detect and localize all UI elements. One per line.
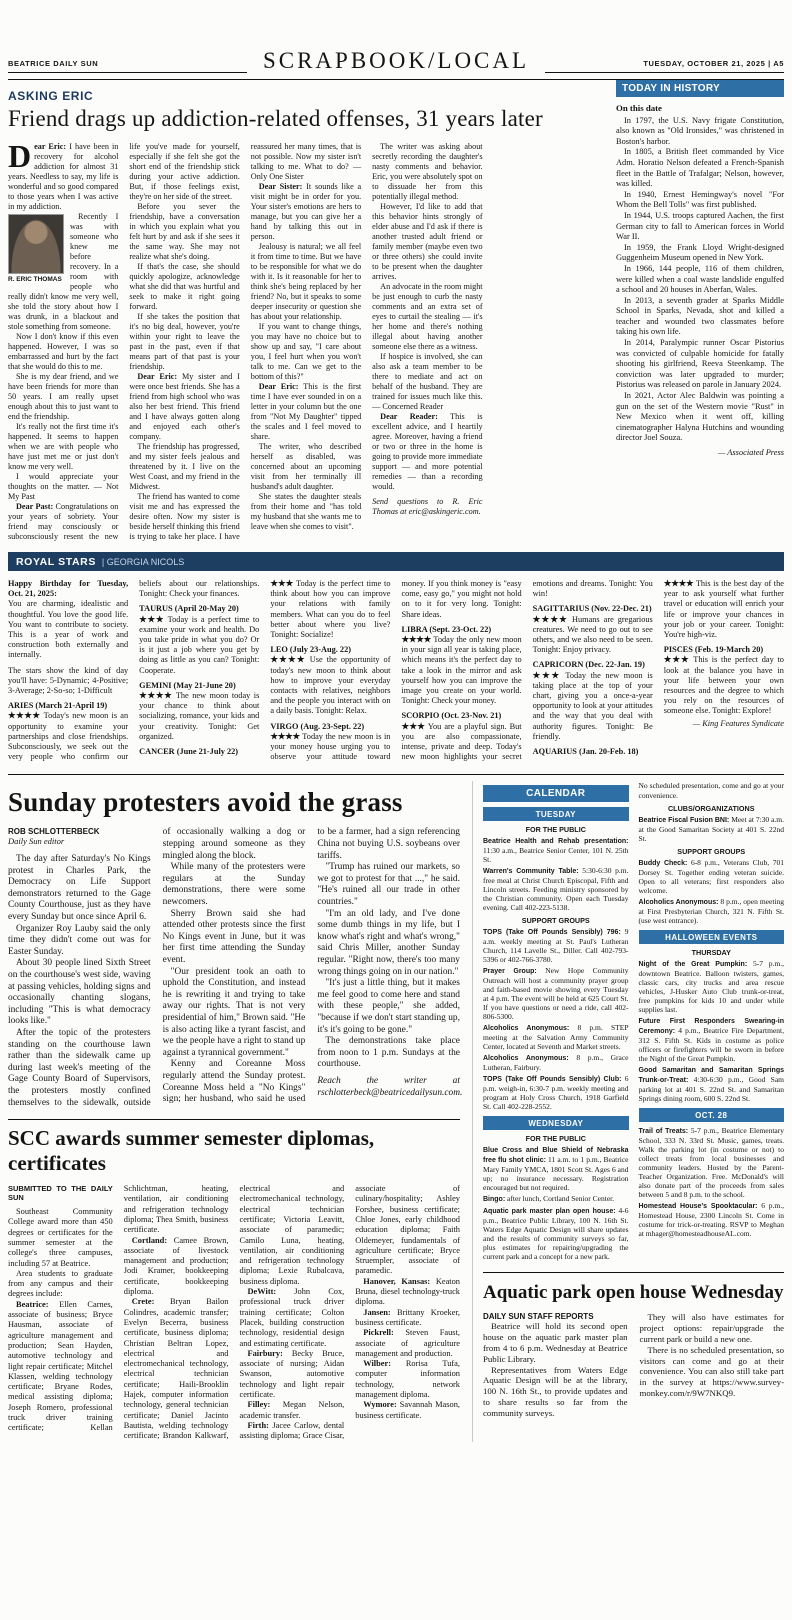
paragraph: The day after Saturday's No Kings protest in Charles Park, the Democracy on Life Support demonstrators returned to the Gage County Courthouse, just as they have every Sunday but once since April 6. — [8, 854, 151, 923]
horoscope-item: AQUARIUS (Jan. 20-Feb. 18) ★★★★ This is the best day of the year to ask yourself what further travel or education will enrich your life or improve your chances in your job or your career. Tonight: You're high-viz. — [532, 579, 784, 757]
protesters-article — [8, 787, 463, 1109]
calendar-item: Buddy Check: 6-8 p.m., Veterans Club, 701 Dorsey St. Together ending veteran suicide. Open to all veterans; first responders also welcome. — [638, 858, 785, 896]
paragraph: If hospice is involved, she can also ask a team member to be there to mediate and act on behalf of the husband. They are trained for issues much like this. — Concerned Reader — [372, 352, 483, 411]
scc-byline: SUBMITTED TO THE DAILY SUN — [8, 1184, 113, 1203]
horoscope-item: VIRGO (Aug. 23-Sept. 22) ★★★★ Today the new moon is in your money house urging you to observe your attitude toward money. If you think money is "easy come, easy go," you might not hold on to it for very long. Tonight: Share ideas. — [270, 579, 522, 762]
paragraph: Wilber: Rorisa Tufa, computer information technology, network management diploma. — [355, 1359, 460, 1400]
horoscope-item: CAPRICORN (Dec. 22-Jan. 19) ★★★ Today the new moon is taking place at the top of your chart, giving you a once-a-year opportunity to look at your attitudes and the way that you deal with authority figures. Tonight: Be friendly. — [532, 660, 653, 741]
asking-eric-headline: Friend drags up addiction-related offenses, 31 years later — [8, 106, 543, 131]
calendar-column-2 — [639, 781, 785, 1263]
masthead — [8, 48, 784, 80]
horoscope-item: CANCER (June 21-July 22) ★★★ Today is the perfect time to think about how you can improve your relations with family members. What can you do to feel better about where you live? Tonight: Socialize! — [139, 579, 391, 757]
paragraph: While many of the protesters were regulars at the Sunday demonstrations, there were some newcomers. — [162, 862, 306, 908]
calendar-list-2 — [639, 781, 785, 1238]
calendar-item: TUESDAY — [483, 807, 629, 821]
history-item: In 1966, 144 people, 116 of them children, were killed when a coal waste landslide engulfed a school and 20 houses in Aberfan, Wales. — [616, 263, 784, 295]
calendar-item: Alcoholics Anonymous: 8 p.m., open meeting at First Presbyterian Church, 321 N. Fifth St. (use west entrance). — [638, 897, 785, 926]
paragraph: The writer was asking about secretly recording the daughter's nasty comments and behavior. Eric, you were absolutely spot on to dissuade her from this potentially illegal method. — [372, 142, 483, 201]
calendar-item: Alcoholics Anonymous: 8 p.m., Grace Lutheran, Fairbury. — [483, 1053, 629, 1073]
calendar-section — [483, 781, 784, 1263]
horoscope-item: SAGITTARIUS (Nov. 22-Dec. 21) ★★★★ Humans are gregarious creatures. We need to go out to see others, and we also need to be seen. Tonight: Enjoy privacy. — [532, 604, 653, 655]
today-in-history — [616, 80, 784, 542]
paragraph: Dear Eric: My sister and I were once best friends. She has a friend from high school who was also her best friend. This friend and I have always gotten along and enjoyed each other's company. — [129, 372, 240, 441]
right-rail — [472, 781, 784, 1441]
aquatic-headline: Aquatic park open house Wednesday — [483, 1282, 784, 1304]
history-attribution: — Associated Press — [717, 448, 784, 457]
paragraph: Pickrell: Steven Faust, associate of agriculture management and production. — [355, 1328, 460, 1358]
asking-eric-kicker: ASKING ERIC — [8, 89, 94, 103]
calendar-item: Aquatic park master plan open house: 4-6 p.m., Beatrice Public Library, 100 N. 16th St. Waters Edge Aquatic Design will share updates and the results of community surveys so far, plus estimates for repairing/upgrading the current park and a concept for a new park. — [483, 1206, 629, 1262]
masthead-paper-name: BEATRICE DAILY SUN — [8, 56, 247, 73]
paragraph: Cortland: Camee Brown, associate of livestock management and production; Jodi Kramer, bookkeeping certificate, bookkeeping diploma. — [123, 1235, 229, 1297]
paragraph: DeWitt: John Cox, professional truck driver training certificate; Colton Placek, building construction technology, residential design and estimating certificate. — [239, 1287, 345, 1348]
protesters-paragraphs — [8, 827, 463, 1109]
paragraph: There is no scheduled presentation, so visitors can come and go at their convenience. You can also still take part in the survey at https://www.survey-monkey.com/r/9W7NKQ9. — [639, 1344, 784, 1399]
protesters-tagline: Reach the writer at rschlotterbeck@beatricedailysun.com. — [317, 1075, 463, 1098]
calendar-list-1 — [483, 807, 629, 1261]
paragraph: Send questions to R. Eric Thomas at eric@askingeric.com. — [372, 497, 483, 516]
history-item: In 2014, Paralympic runner Oscar Pistorius was convicted of culpable homicide for fatally shooting his girlfriend, Reeva Steenkamp. The conviction was later upgraded to murder; Pistorius was released on parole in January 2024. — [616, 338, 784, 390]
paragraph: If you want to change things, you may have no choice but to show up and say, "I care about you, I feel hurt when you won't talk to me. Can we get to the bottom of this?" — [250, 322, 362, 381]
calendar-column-1 — [483, 781, 629, 1263]
calendar-item: Beatrice Fiscal Fusion BNI: Meet at 7:30 a.m. at the Good Samaritan Society at 401 S. 22nd St. — [638, 815, 785, 844]
paragraph: Kenny and Coreanne Moss regularly attend the Sunday protest. Coreanne Moss held a "No Kings" sign; her husband, who said he used to be a farmer, had a sign referencing China not buying U.S. soybeans over tariffs. — [162, 827, 460, 1105]
headshot-image — [8, 214, 64, 274]
paragraph: "It's just a little thing, but it makes me feel good to come here and stand with these people," she added, "because if we don't start standing up, it's it's going to be gone." — [317, 978, 460, 1035]
masthead-date-page: TUESDAY, OCTOBER 21, 2025 | A5 — [545, 56, 784, 73]
paragraph: "Trump has ruined our markets, so we got to protest for that ...," he said. "He's ruined all our trade in other countries." — [317, 862, 460, 908]
calendar-item: OCT. 28 — [639, 1108, 785, 1122]
history-item: In 1959, the Frank Lloyd Wright-designed Guggenheim Museum opened in New York. — [616, 242, 784, 263]
history-item: In 1944, U.S. troops captured Aachen, the first German city to fall to American forces in World War II. — [616, 210, 784, 242]
paragraph: If that's the case, she should quickly apologize, acknowledge what she did that was hurtful and seek to make it right going forward. — [129, 262, 240, 311]
article-divider — [8, 1119, 460, 1120]
history-item: In 2021, Actor Alec Baldwin was pointing a gun on the set of the Western movie "Rust" in New Mexico when it went off, killing cinematographer Halyna Hutchins and wounding director Joel Souza. — [616, 391, 784, 443]
paragraph: If she takes the position that it's no big deal, however, you're within your right to leave the past in the past, even if that means part of that past is your friendship. — [129, 312, 240, 371]
calendar-item: TOPS (Take Off Pounds Sensibly) 796: 9 a.m. weekly meeting at St. Paul's Lutheran Church, 114 Lavelle St., Diller. Call 402-793-5396 or 402-766-3780. — [483, 927, 629, 965]
paragraph: She states the daughter steals from their home and "has told my husband that she wants me to leave when she comes to visit". — [250, 492, 362, 531]
paragraph: "I'm an old lady, and I've done some dumb things in my life, but I know what's right and what's wrong," said Chris Miller, another Sunday regular. "Right now, there's too many wrong things going on in our nation." — [317, 908, 460, 977]
history-item: In 1797, the U.S. Navy frigate Constitution, also known as "Old Ironsides," was christened in Boston's harbor. — [616, 115, 784, 146]
calendar-item: CLUBS/ORGANIZATIONS — [667, 804, 755, 814]
horoscope-item: LIBRA (Sept. 23-Oct. 22) ★★★★ Today the only new moon in your sign all year is taking place, which means it's the perfect day to take a look in the mirror and ask yourself how you can improve the image you create on your world. Tonight: Check your money. — [401, 624, 522, 706]
history-items — [616, 116, 784, 444]
paragraph: Wymore: Savannah Mason, business certificate. — [355, 1400, 461, 1420]
protesters-headline: Sunday protesters avoid the grass — [8, 787, 403, 818]
royal-stars-section — [8, 552, 784, 772]
masthead-section-title: SCRAPBOOK/LOCAL — [262, 48, 530, 73]
paragraph: Recently I was with someone who knew me before recovery. In a room with people who really didn't know me very well, she told the story about how I was drunk, in a blackout and stole something from someone. — [8, 212, 119, 331]
paragraph: Hanover, Kansas: Keaton Bruna, diesel technology-truck diploma. — [355, 1276, 460, 1307]
scc-paragraphs — [8, 1184, 460, 1441]
horoscope-attribution: — King Features Syndicate — [692, 718, 784, 728]
horoscope-item: TAURUS (April 20-May 20) ★★★ Today is a perfect time to examine your work and health. Do you take pride in what you do? Or is it just a job where you get by doing as little as you can? Tonight: Cooperate. — [139, 604, 260, 675]
horoscope-item: SCORPIO (Oct. 23-Nov. 21) ★★★ You are a playful sign. But you are also compassionate, intense, private and deep. Today's new moon highlights your secret emotions and dreams. Tonight: You win! — [401, 579, 653, 762]
left-articles-column — [8, 781, 463, 1441]
today-in-history-header: TODAY IN HISTORY — [616, 80, 784, 97]
paragraph: Organizer Roy Lauby said the only time they didn't come out was for Easter Sunday. — [8, 923, 151, 957]
paragraph: I would appreciate your thoughts on the matter. — Not My Past — [8, 472, 119, 501]
history-item: In 2013, a seventh grader at Sparks Middle School in Sparks, Nevada, shot and killed a teacher and wounded two classmates before taking his own life. — [616, 295, 784, 337]
scc-article — [8, 1126, 460, 1441]
paragraph: Dear Sister: It sounds like a visit might be in order for you. Your sister's emotions are hers to manage, but you can give her a hand by talking this out in person. — [250, 182, 362, 241]
history-item: In 1805, a British fleet commanded by Vice Adm. Horatio Nelson defeated a French-Spanish fleet in the Battle of Trafalgar; Nelson, however, was killed. — [616, 147, 784, 189]
asking-eric-body — [8, 142, 604, 542]
calendar-item: FOR THE PUBLIC — [525, 1134, 586, 1144]
calendar-item: SUPPORT GROUPS — [677, 847, 746, 857]
on-this-date-subhead: On this date — [616, 103, 662, 113]
paragraph: Now I don't know if this even happened. However, I was so embarrassed and hurt by the fact that she would do this to me. — [8, 332, 119, 371]
paragraph: Crete: Bryan Bailon Colindres, academic transfer; Evelyn Becerra, business certificate, business diploma; Christian Beltran Lopez, electrical and electromechanical technology, electrical technician certificate; Haili-Brooklin Hajek, computer information technology, general technician certificate; Daniel Jacinto Bautista, welding technology certificate; Brandon Kalkwarf, electrical and electromechanical technology, electrical technician certificate; Victoria Leavitt, associate of paramedic; Camilo Luna, heating, ventilation, air conditioning and refrigeration technology diploma; Lexie Rubalcava, business diploma. — [123, 1184, 345, 1441]
section-divider — [8, 774, 784, 775]
paragraph: The demonstrations take place from noon to 1 p.m. Sundays at the courthouse. — [317, 1036, 460, 1070]
paragraph: However, I'd like to add that this behavior hints strongly of elder abuse and I'd ask if there is another trusted adult friend or family member (maybe even two or three others) she could invite to be present when the daughter arrives. — [372, 202, 483, 281]
aquatic-article — [483, 1272, 784, 1418]
calendar-item: Warren's Community Table: 5:30-6:30 p.m. free meal at Christ Church Episcopal, Fifth and Lincoln streets. Feeding ministry sponsored by the Christian community. Open each Tuesday evening. Call 402-223-5138. — [483, 866, 629, 913]
horoscope-columns — [8, 571, 784, 772]
calendar-item: Blue Cross and Blue Shield of Nebraska free flu shot clinic: 11 a.m. to 1 p.m., Beatrice Mary Family YMCA, 1801 Scott St. Ages 6 and up; no insurance necessary. Registration encouraged but not required. — [483, 1147, 629, 1193]
calendar-header: CALENDAR — [483, 785, 629, 802]
paragraph: Sherry Brown said she had attended other protests since the first No Kings event in June, but it was her first time attending the Sunday event. — [162, 908, 306, 965]
paragraph: It's really not the first time it's happened. It seems to happen when we are with people who have just met me or just don't know me very well. — [8, 422, 119, 471]
photo-caption: R. ERIC THOMAS — [8, 276, 62, 283]
paragraph: Beatrice will hold its second open house on the aquatic park master plan from 4 to 6 p.m. Wednesday at Beatrice Public Library. — [483, 1321, 628, 1364]
paragraph: About 30 people lined Sixth Street on the courthouse's west side, waving at passing vehicles, holding signs and occasionally chanting slogans, including "This is what democracy looks like." — [8, 958, 151, 1027]
calendar-item: WEDNESDAY — [483, 1116, 629, 1130]
paragraph: Dear Eric: This is the first time I have ever sounded in on a letter in your column but the one from "Not My Daughter" tipped the scales and I feel moved to share. — [250, 382, 362, 441]
calendar-item: SUPPORT GROUPS — [521, 916, 590, 926]
paragraph: The friendship has progressed, and my sister feels jealous and threatened by it. I live on the West Coast, and my friend in the Midwest. — [129, 442, 240, 491]
aquatic-body — [483, 1312, 784, 1418]
horoscope-item: ARIES (March 21-April 19) ★★★★ Today's new moon is an opportunity to examine your partnerships and close friendships. Subconsciously, we seek out the very people who confirm our beliefs about our relationships. Tonight: Check your finances. — [8, 579, 260, 762]
calendar-item: Night of the Great Pumpkin: 5-7 p.m., downtown Beatrice. Balloon twisters, games, classic cars, city trucks and area rescue vehicles, J-Husker Auto Club trunk-or-treat, free pumpkins for kids 10 and under while supplies last. — [638, 959, 784, 1015]
calendar-item: Future First Responders Swearing-in Ceremony: 4 p.m., Beatrice Fire Department, 312 S. Fifth St. Kids in costume as police officers or firefighters will be sworn in before the Night of the Great Pumpkin. — [638, 1018, 784, 1064]
calendar-item: Good Samaritan and Samaritan Springs Trunk-or-Treat: 4:30-6:30 p.m., Good Sam parking lot at 401 S. 22nd St. and Samaritan Springs dining room, 600 S. 22nd St. — [638, 1067, 785, 1104]
paragraph: Jealousy is natural; we all feel it from time to time. But we have to be responsible for what we do with it. Is it reasonable for her to think she's being replaced by her friend? No, but it speaks to some deeper insecurity or question she has about your relationship. — [250, 242, 362, 321]
paragraph: Filley: Megan Nelson, academic transfer. — [239, 1400, 345, 1420]
paragraph: Firth: Jacee Carlow, dental assisting diploma; Grace Cisar, associate of culinary/hospitality; Ashley Forshee, business certificate; Chloe Jones, early childhood education diploma; Faith Oldemeyer, fundamentals of agriculture certificate; Bryce Struempler, associate of paramedic. — [239, 1184, 460, 1441]
asking-eric-article — [8, 80, 604, 542]
horoscope-intro-title: Happy Birthday for Tuesday, Oct. 21, 2025: — [8, 579, 129, 599]
paragraph: The friend has wanted to come visit me and has expressed the desire often. Now my sister is beside herself thinking this friend is trying to take her place. I have reassured her many times, that is not possible. Now my sister isn't talking to me. What to do? — Only One Sister — [129, 142, 362, 541]
calendar-item: Alcoholics Anonymous: 8 p.m. STEP meeting at the Salvation Army Community Center, located at Seventh and Market streets. — [483, 1023, 629, 1052]
paragraph: Dear Reader: This is excellent advice, and I heartily agree. Moreover, having a friend or two or three in the home is going to provide more immediate support — and more potential remedies — than a recording would. — [372, 412, 483, 491]
scc-headline: SCC awards summer semester diplomas, certificates — [8, 1126, 375, 1176]
aquatic-paragraphs — [483, 1312, 784, 1418]
scc-body — [8, 1184, 460, 1441]
royal-stars-byline: | GEORGIA NICOLS — [101, 556, 185, 567]
paragraph: An advocate in the room might be just enough to curb the nasty comments and an extra set of eyes to curtail the stealing — it's her home and there's nothing illegal about having another someone else there as a witness. — [372, 282, 483, 351]
top-section — [8, 80, 784, 542]
paragraph: Fairbury: Becky Bruce, associate of nursing; Aidan Swanson, automotive technology and light repair certificate. — [239, 1348, 345, 1400]
calendar-item: Beatrice Health and Rehab presentation: 11:30 a.m., Beatrice Senior Center, 101 N. 25th St. — [483, 838, 629, 865]
royal-stars-header — [8, 552, 784, 571]
paragraph: Southeast Community College award more than 450 degrees or certificates for the summer semester at the college's three campuses, including 57 at Beatrice. — [8, 1207, 113, 1268]
eric-thomas-photo — [8, 214, 66, 284]
calendar-item: Prayer Group: New Hope Community Outreach will host a community prayer group and faith-based movie showing every Tuesday at 4 p.m. The event will be held at 625 Court St. If you have questions or need a ride, call 402-806-5300. — [483, 966, 629, 1022]
paragraph: Representatives from Waters Edge Aquatic Design will be at the library, 100 N. 16th St., to provide updates and to share results so far from the community surveys. — [483, 1364, 628, 1418]
calendar-item: Homestead House's Spooktacular: 6 p.m., Homestead House, 2300 Lincoln St. Come in costume for trick-or-treating. RSVP to Meghan at mhager@homesteadhouseAL.com. — [638, 1201, 784, 1239]
calendar-item: FOR THE PUBLIC — [525, 825, 586, 835]
lead-paragraph: Dear Eric: I have been in recovery for alcohol addiction for almost 31 years. Needless to say, my life is wonderful and so good compared to those years when I was active in my addiction. — [8, 142, 119, 211]
protesters-byline: ROB SCHLOTTERBECK — [8, 827, 100, 837]
aquatic-byline: DAILY SUN STAFF REPORTS — [483, 1312, 594, 1322]
paragraph: Dear Past: Congratulations on your years of sobriety. Your friend may consciously or subconsciously resent the new life you've made for yourself, especially if she felt she got the short end of the friendship stick during your active addiction. But, if those feelings exist, they're on her side of the street. — [8, 142, 240, 541]
protesters-body — [8, 827, 463, 1109]
horoscope-item: GEMINI (May 21-June 20) ★★★★ The new moon today is your chance to think about socializing, romance, your kids and your creativity. Tonight: Get organized. — [139, 680, 260, 741]
calendar-item: HALLOWEEN EVENTS — [639, 930, 785, 944]
horoscope-intro: You are charming, idealistic and thoughtful. You love the good life. You want to contribute to society. This is a year of work and construction both externally and internally. — [8, 599, 129, 660]
horoscope-item: LEO (July 23-Aug. 22) ★★★★ Use the opportunity of today's new moon to think about how to improve your everyday contacts with relatives, neighbors and the people you interact with on a daily basis. Tonight: Relax. — [270, 645, 391, 716]
paragraph: She is my dear friend, and we have been friends for more than 50 years. I am really upset enough about this to just want to end the friendship. — [8, 372, 119, 421]
history-item: In 1940, Ernest Hemingway's novel "For Whom the Bell Tolls" was first published. — [616, 189, 784, 210]
calendar-item: Bingo: after lunch, Cortland Senior Center. — [483, 1194, 615, 1204]
bottom-section — [8, 781, 784, 1441]
paragraph: Before you sever the friendship, have a conversation in which you explain what you felt hurt by and ask if she sees it the same way. She may not realize what she's doing. — [129, 202, 240, 261]
royal-stars-title: ROYAL STARS — [16, 555, 96, 568]
calendar-item: THURSDAY — [691, 948, 731, 958]
paragraph: Jansen: Brittany Kroeker, business certificate. — [355, 1307, 460, 1327]
paragraph: Beatrice: Ellen Carnes, associate of business; Bryce Hausman, associate of agriculture management and production; Sean Hayden, automotive technology and light repair certificate; Mitchel Klassen, welding technology certificate; Bryane Rodes, medical assisting diploma; Joseph Romero, professional truck driver training certificate; Kellan Schlichtman, heating, ventilation, air conditioning and refrigeration technology diploma; Thea Smith, business certificate. — [8, 1184, 229, 1433]
paragraph: The writer, who described herself as disabled, was concerned about an upcoming visit from her terminally ill husband's adult daughter. — [250, 442, 362, 491]
calendar-item: No scheduled presentation, come and go at your convenience. — [638, 781, 784, 801]
paragraph: Area students to graduate from any campus and their degrees include: — [8, 1268, 113, 1299]
protesters-byline-title: Daily Sun editor — [8, 836, 65, 847]
paragraph: They will also have estimates for project options: repair/upgrade the current park or build a new one. — [639, 1312, 784, 1345]
paragraph: "Our president took an oath to uphold the Constitution, and instead he is rewriting it and trying to take away our rights. That is not very presidential of him," Brown said. "He is also acting like a tyrant fascist, and we the people have a right to stand up against a tyrannical government." — [162, 966, 306, 1058]
horoscope-item: PISCES (Feb. 19-March 20) ★★★ This is the perfect day to look at the balance you have in your life between your own resources and the degree to which you rely on the resources of someone else. Tonight: Explore! — [663, 645, 784, 716]
paragraph: After the topic of the protesters standing on the courthouse lawn rather than the sidewalk came up during last week's meeting of the Gage County Board of Supervisors, the protesters mostly confined themselves to the sidewalk, outside of occasionally walking a dog or stepping around someone as they mingled along the block. — [8, 827, 306, 1108]
calendar-item: Trail of Treats: 5-7 p.m., Beatrice Elementary School, 333 N. 33rd St. Music, games, treats. Walk the parking lot (in costume or not) to collect treats from local businesses and community leaders. Hosted by the Parent-Teacher Organization. Free. McDonald's will also donate part of the proceeds from sales between 5 and 8 p.m. to the school. — [638, 1126, 784, 1200]
horoscope-ratings-note: The stars show the kind of day you'll have: 5-Dynamic; 4-Positive; 3-Average; 2-So-so; 1-Difficult — [8, 665, 129, 696]
calendar-item: TOPS (Take Off Pounds Sensibly) Club: 6 p.m. weigh-in, 6:30-7 p.m. weekly meeting and program at Holy Cross Church, 1918 Garfield St. Call 402-228-2552. — [483, 1074, 629, 1112]
